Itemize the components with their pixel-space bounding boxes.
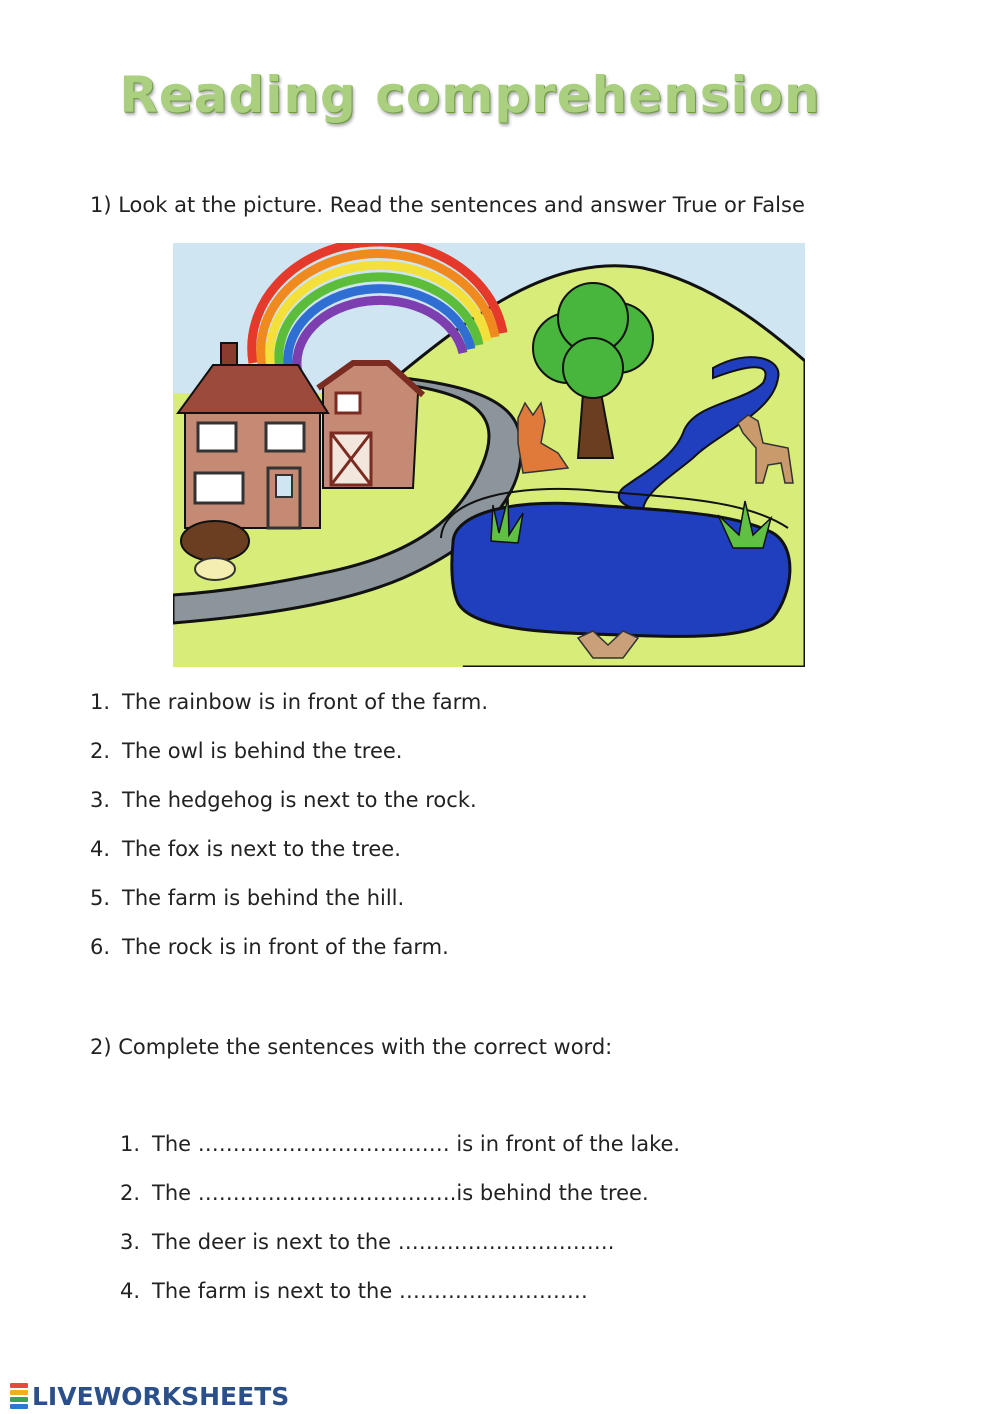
list-item: 1. The rainbow is in front of the farm. <box>90 690 489 714</box>
list-item: 1. The ……………………………… is in front of the lake. <box>120 1132 681 1156</box>
liveworksheets-logo-icon <box>8 1382 30 1410</box>
section2-heading: 2) Complete the sentences with the correct word: <box>90 1035 613 1059</box>
list-item: 6. The rock is in front of the farm. <box>90 935 449 959</box>
list-item: 2. The ……………………………….is behind the tree. <box>120 1181 649 1205</box>
list-item: 5. The farm is behind the hill. <box>90 886 405 910</box>
list-item: 2. The owl is behind the tree. <box>90 739 403 763</box>
brand-name: LIVEWORKSHEETS <box>32 1381 290 1411</box>
farm-scene-illustration <box>173 243 805 667</box>
barn <box>318 363 423 488</box>
hedgehog <box>195 558 235 580</box>
list-item: 4. The farm is next to the ……………………… <box>120 1279 588 1303</box>
list-item: 3. The hedgehog is next to the rock. <box>90 788 477 812</box>
footer-brand <box>8 1378 289 1414</box>
section1-heading: 1) Look at the picture. Read the sentences and answer True or False <box>90 193 805 217</box>
page-title: Reading comprehension <box>119 66 821 124</box>
rock <box>181 521 249 561</box>
list-item: 3. The deer is next to the …………………………. <box>120 1230 615 1254</box>
list-item: 4. The fox is next to the tree. <box>90 837 401 861</box>
